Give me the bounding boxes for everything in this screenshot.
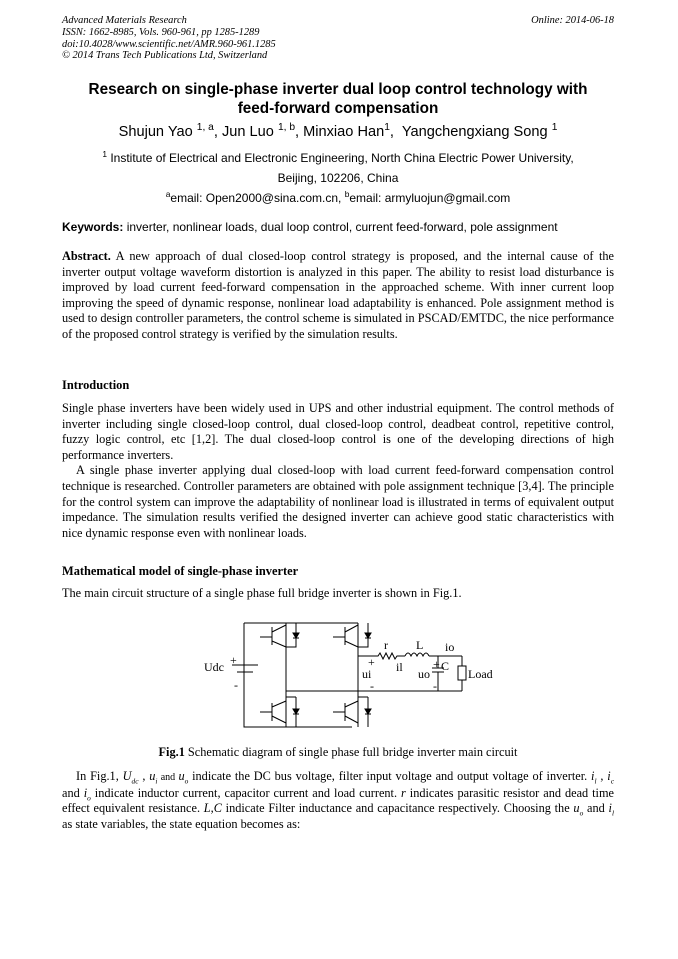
text-fragment: U: [122, 769, 132, 783]
online-date: Online: 2014-06-18: [531, 15, 614, 26]
transistor-q3: [260, 697, 299, 727]
author: Jun Luo: [221, 124, 274, 140]
label-r: r: [384, 638, 388, 652]
transistor-q2: [333, 623, 371, 647]
transistor-q1: [260, 623, 299, 647]
keywords-text: inverter, nonlinear loads, dual loop control, current feed-forward, pole assignment: [123, 220, 558, 234]
label-load: Load: [468, 667, 493, 681]
author-list: Shujun Yao $^{1, a}$, Jun Luo $^{1, b}$, Minxiao Han$^1$, Yangchengxiang Song $^1$: [118, 122, 558, 140]
text-fragment: and: [62, 785, 84, 800]
title-line: Research on single-phase inverter dual loop control technology with: [88, 81, 588, 98]
text-fragment: i: [83, 785, 88, 800]
intro-p2: A single phase inverter applying dual closed-loop with load current feed-forward compensation control technique is researched. Controller parameters are obtained with pole assignment technique [3,4]. The principle for the control system can improve the adaptability of nonlinear load is illustrated in terms of equivalent output impedance. The simulation results verified the designed inverter can achieve good static characteristics with nice dynamic response even with nonlinear loads.: [62, 463, 614, 540]
copyright: © 2014 Trans Tech Publications Ltd, Switzerland: [62, 50, 268, 62]
label-minus: -: [234, 678, 238, 692]
text-fragment: indicate inductor current, capacitor current and load current.: [90, 785, 402, 800]
model-p1: The main circuit structure of a single phase full bridge inverter is shown in Fig.1.: [62, 586, 462, 600]
emails: [62, 191, 614, 205]
affiliation: [62, 148, 614, 188]
text-fragment: o: [579, 808, 584, 818]
load: [458, 656, 466, 691]
figure-caption: [62, 745, 614, 760]
email-sup: b: [344, 189, 350, 199]
author-sup: 1, b: [277, 122, 295, 134]
text-fragment: r: [401, 785, 406, 800]
label-uo: uo: [418, 667, 430, 681]
text-fragment: and: [157, 772, 179, 783]
text-fragment: l: [594, 776, 597, 786]
text-fragment: dc: [131, 776, 139, 786]
doi: doi:10.4028/www.scientific.net/AMR.960-961.1285: [62, 38, 276, 50]
resistor-r: [358, 653, 405, 659]
abstract: [62, 249, 614, 343]
label-L: L: [416, 638, 424, 652]
label-udc: Udc: [204, 660, 224, 674]
text-fragment: indicate the DC bus voltage, filter input voltage and output voltage of inverter.: [188, 769, 592, 783]
text-fragment: In Fig.1,: [76, 769, 123, 783]
text-fragment: as state variables, the state equation becomes as:: [62, 816, 301, 831]
label-plus: +: [230, 653, 237, 667]
author: Yangchengxiang Song: [401, 124, 548, 140]
aff-line: Institute of Electrical and Electronic Engineering, North China Electric Power University,: [110, 151, 574, 165]
abstract-label: Abstract.: [62, 249, 111, 263]
title-line: feed-forward compensation: [237, 100, 439, 117]
author-sup: 1: [384, 122, 390, 134]
circuit-diagram: [190, 615, 500, 745]
text-fragment: o: [184, 776, 189, 786]
text-fragment: u: [149, 769, 156, 783]
transistor-q4: [333, 697, 371, 727]
label-minus: -: [433, 679, 437, 693]
caption-text: Schematic diagram of single phase full bridge inverter main circuit: [184, 745, 518, 759]
section-heading-model: Mathematical model of single-phase inverter: [62, 564, 299, 578]
author: Shujun Yao: [118, 124, 193, 140]
label-minus: -: [370, 679, 374, 693]
intro-p1: Single phase inverters have been widely used in UPS and other industrial equipment. The control methods of inverter including single closed-loop control, dual closed-loop control, deadbeat control, repetitive control, fuzzy logic control, etc [1,2]. The dual closed-loop control is one of the developing directions of high performance inverters.: [62, 401, 614, 462]
label-il: il: [396, 660, 403, 674]
author-sup: 1: [551, 122, 558, 134]
text-fragment: ,: [138, 769, 150, 783]
paper-title: [62, 80, 614, 118]
keywords: [62, 220, 614, 234]
text-fragment: indicate Filter inductance and capacitance respectively. Choosing the: [221, 801, 574, 816]
aff-line: Beijing, 102206, China: [277, 171, 399, 185]
label-plus: +: [433, 657, 440, 671]
journal-name: Advanced Materials Research: [62, 15, 187, 26]
aff-sup: 1: [102, 149, 107, 159]
text-fragment: u: [573, 801, 580, 816]
text-fragment: i: [591, 769, 595, 783]
text-fragment: c: [610, 776, 614, 786]
text-fragment: l: [611, 808, 614, 818]
text-fragment: u: [178, 769, 185, 783]
model-p2: [62, 769, 614, 832]
intro-paragraph: [62, 401, 614, 541]
keywords-label: Keywords:: [62, 220, 124, 234]
text-fragment: i: [607, 769, 611, 783]
label-C: C: [441, 659, 450, 673]
issn: ISSN: 1662-8985, Vols. 960-961, pp 1285-1289: [62, 26, 260, 38]
abstract-text: A new approach of dual closed-loop control strategy is proposed, and the internal cause of the inverter output voltage waveform distortion is analyzed in this paper. The ability to resist load disturbance is improved by load current feed-forward compensation in the approached scheme. With inner current loop improving the speed of dynamic response, nonlinear load adaptability is enhanced. Pole assignment method is used to design controller parameters, the control scheme is simulated in PSCAD/EMTDC, the nice performance of the proposed control strategy is verified by the simulation results.: [62, 249, 614, 341]
label-ui: ui: [362, 667, 372, 681]
caption-label: Fig.1: [158, 745, 185, 759]
text-fragment: and: [583, 801, 609, 816]
text-fragment: indicates parasitic resistor and dead time effect equivalent resistance.: [62, 785, 614, 816]
email-sup: a: [165, 189, 171, 199]
text-fragment: ,: [596, 769, 608, 783]
label-plus: +: [368, 655, 375, 669]
text-fragment: i: [608, 801, 612, 816]
email-b[interactable]: email: armyluojun@gmail.com: [349, 191, 511, 205]
text-fragment: i: [155, 776, 158, 786]
section-heading-introduction: Introduction: [62, 378, 130, 392]
author-sup: 1, a: [196, 122, 214, 134]
journal-header: [62, 15, 276, 62]
email-a[interactable]: email: Open2000@sina.com.cn,: [170, 191, 345, 205]
text-fragment: o: [87, 793, 91, 803]
label-io: io: [445, 640, 455, 654]
text-fragment: L,C: [203, 801, 222, 816]
author: Minxiao Han: [303, 124, 385, 140]
